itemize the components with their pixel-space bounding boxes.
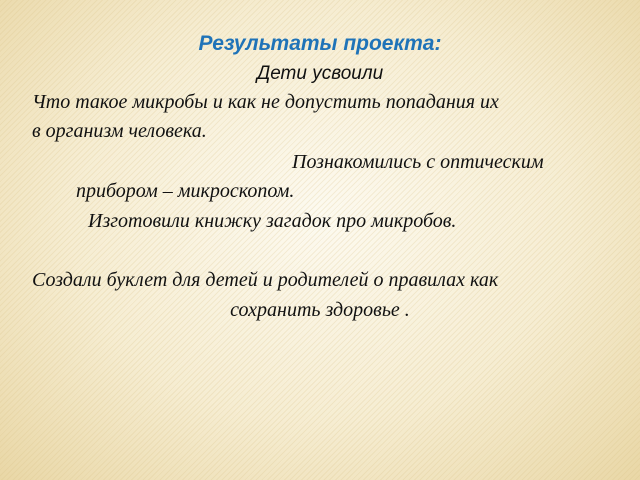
text-line-optical: Познакомились с оптическим (292, 151, 544, 173)
slide-subtitle: Дети усвоили (256, 63, 384, 84)
text-line-booklet: Создали буклет для детей и родителей о правилах как (32, 269, 499, 291)
text-line-microbes: Что такое микробы и как не допустить попадания их (32, 91, 499, 113)
slide-title: Результаты проекта: (198, 32, 442, 55)
text-line-organism: в организм человека. (32, 120, 207, 142)
text-line-microscope: прибором – микроскопом. (76, 180, 295, 202)
text-line-health: сохранить здоровье . (230, 299, 410, 321)
text-line-riddle-book: Изготовили книжку загадок про микробов. (88, 210, 457, 232)
